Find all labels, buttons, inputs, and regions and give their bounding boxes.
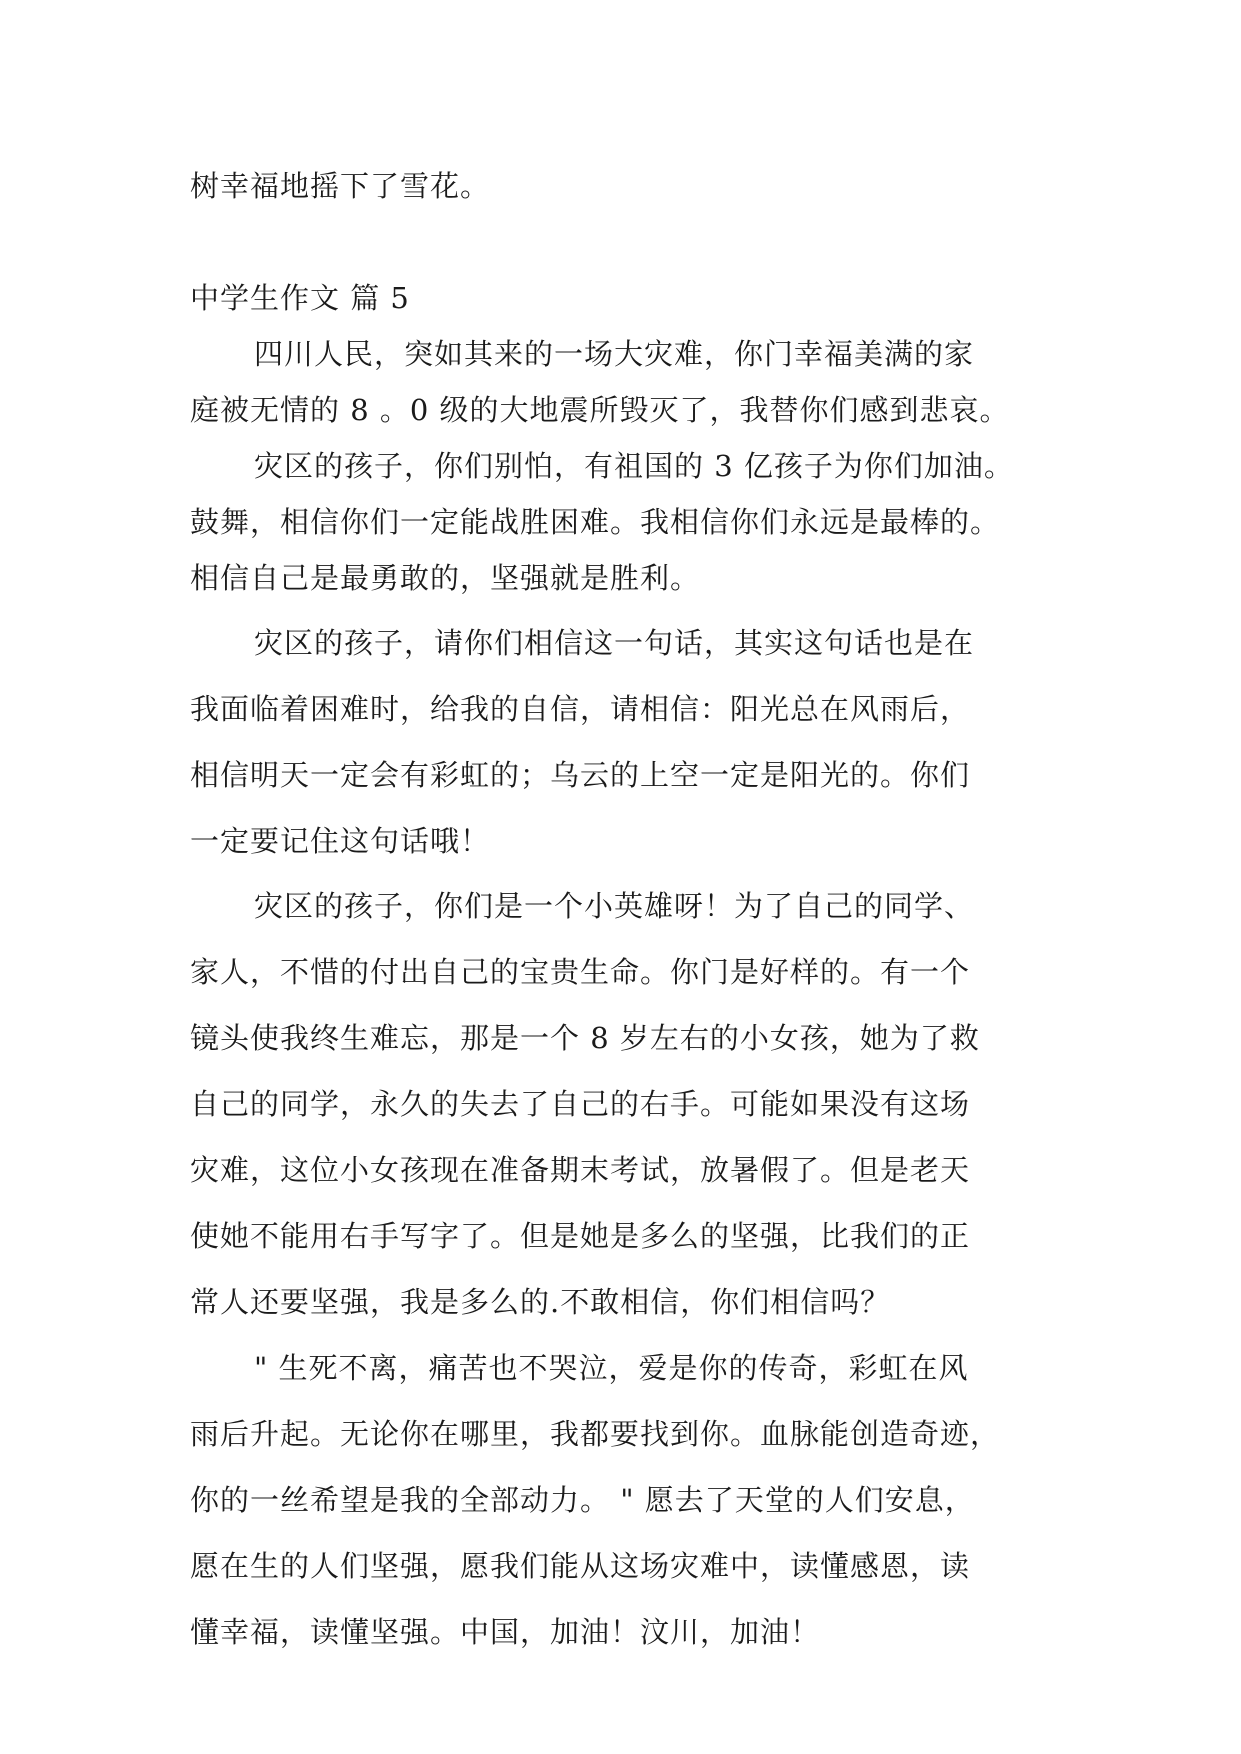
paragraph-line: 鼓舞，相信你们一定能战胜困难。我相信你们永远是最棒的。 bbox=[190, 505, 1001, 539]
paragraph-line: 自己的同学，永久的失去了自己的右手。可能如果没有这场 bbox=[190, 1087, 971, 1121]
paragraph-line: 我面临着困难时，给我的自信，请相信：阳光总在风雨后， bbox=[190, 692, 971, 726]
text-line: 树幸福地摇下了雪花。 bbox=[190, 169, 491, 203]
paragraph-line: 灾区的孩子，你们别怕，有祖国的 3 亿孩子为你们加油。 bbox=[254, 449, 1014, 483]
paragraph-line: 常人还要坚强，我是多么的.不敢相信，你们相信吗？ bbox=[190, 1285, 891, 1319]
paragraph-line: 四川人民，突如其来的一场大灾难，你门幸福美满的家 bbox=[254, 337, 975, 371]
paragraph-line: 你的一丝希望是我的全部动力。 " 愿去了天堂的人们安息， bbox=[190, 1483, 975, 1517]
paragraph-line: 使她不能用右手写字了。但是她是多么的坚强，比我们的正 bbox=[190, 1219, 971, 1253]
paragraph-line: 懂幸福，读懂坚强。中国，加油！汶川，加油！ bbox=[190, 1615, 821, 1649]
paragraph-line: 一定要记住这句话哦！ bbox=[190, 824, 491, 858]
paragraph-line: 庭被无情的 8 。0 级的大地震所毁灭了，我替你们感到悲哀。 bbox=[190, 393, 1010, 427]
paragraph-line: 家人，不惜的付出自己的宝贵生命。你门是好样的。有一个 bbox=[190, 955, 971, 989]
paragraph-line: 雨后升起。无论你在哪里，我都要找到你。血脉能创造奇迹， bbox=[190, 1417, 1001, 1451]
paragraph-line: " 生死不离，痛苦也不哭泣，爱是你的传奇，彩虹在风 bbox=[254, 1351, 969, 1385]
paragraph-line: 灾区的孩子，你们是一个小英雄呀！为了自己的同学、 bbox=[254, 889, 975, 923]
paragraph-line: 相信自己是最勇敢的，坚强就是胜利。 bbox=[190, 561, 701, 595]
paragraph-line: 相信明天一定会有彩虹的；乌云的上空一定是阳光的。你们 bbox=[190, 758, 971, 792]
section-heading: 中学生作文 篇 5 bbox=[190, 281, 410, 315]
paragraph-line: 镜头使我终生难忘，那是一个 8 岁左右的小女孩，她为了救 bbox=[190, 1021, 980, 1055]
paragraph-line: 灾区的孩子，请你们相信这一句话，其实这句话也是在 bbox=[254, 626, 975, 660]
paragraph-line: 灾难，这位小女孩现在准备期末考试，放暑假了。但是老天 bbox=[190, 1153, 971, 1187]
paragraph-line: 愿在生的人们坚强，愿我们能从这场灾难中，读懂感恩，读 bbox=[190, 1549, 971, 1583]
